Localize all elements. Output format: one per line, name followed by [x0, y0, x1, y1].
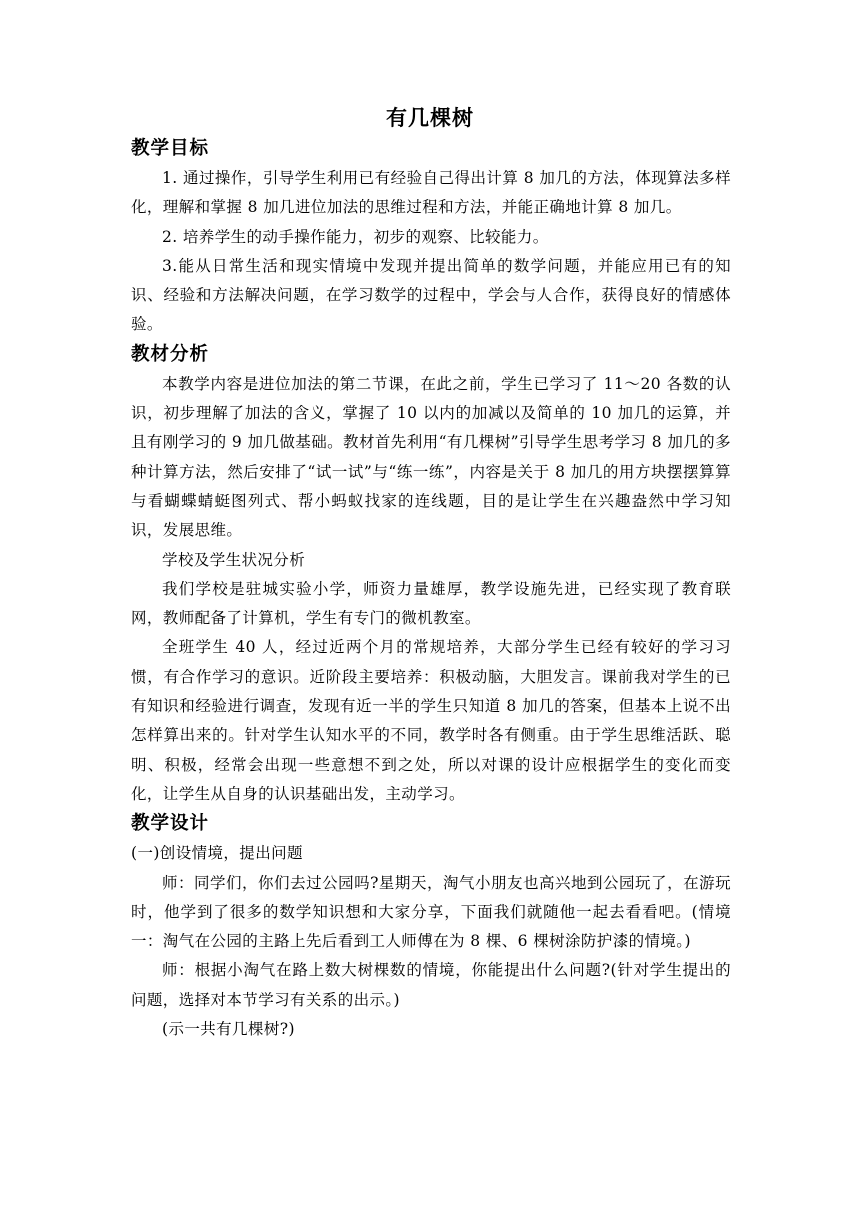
section-heading-design: 教学设计 [131, 813, 210, 835]
paragraph: 学校及学生状况分析 [162, 550, 306, 569]
paragraph: 本教学内容是进位加法的第二节课，在此之前，学生已学习了 11～20 各数的认识，初步理解了加法的含义，掌握了 10 以内的加减以及简单的 10 加几的运算，并且有刚学习的 9 加几做基础。教材首先利用“有几棵树”引导学生思考学习 8 加几的多种计算方法，然后安排了“试一试”与“练一练”，内容是关于 8 加几的用方块摆摆算算与看蝴蝶蜻蜓图列式、帮小蚂蚁找家的连线题，目的是让学生在兴趣盎然中学习知识，发展思维。 [131, 374, 731, 540]
subsection-heading: (一)创设情境，提出问题 [131, 844, 303, 863]
paragraph: 1. 通过操作，引导学生利用已有经验自己得出计算 8 加几的方法，体现算法多样化，理解和掌握 8 加几进位加法的思维过程和方法，并能正确地计算 8 加几。 [131, 169, 731, 217]
paragraph: 师：根据小淘气在路上数大树棵数的情境，你能提出什么问题?(针对学生提出的问题，选择对本节学习有关系的出示。) [131, 961, 731, 1009]
section-heading-objectives: 教学目标 [131, 138, 210, 159]
paragraph: 2. 培养学生的动手操作能力，初步的观察、比较能力。 [162, 227, 549, 246]
paragraph: (示一共有几棵树?) [162, 1020, 295, 1039]
paragraph: 3.能从日常生活和现实情境中发现并提出简单的数学问题，并能应用已有的知识、经验和方法解决问题，在学习数学的过程中，学会与人合作，获得良好的情感体验。 [131, 256, 731, 334]
document-body [131, 134, 731, 1044]
paragraph: 全班学生 40 人，经过近两个月的常规培养，大部分学生已经有较好的学习习惯，有合作学习的意识。近阶段主要培养：积极动脑，大胆发言。课前我对学生的已有知识和经验进行调查，发现有近一半的学生只知道 8 加几的答案，但基本上说不出怎样算出来的。针对学生认知水平的不同，教学时各有侧重。由于学生思维活跃、聪明、积极，经常会出现一些意想不到之处，所以对课的设计应根据学生的变化而变化，让学生从自身的认识基础出发，主动学习。 [131, 638, 731, 803]
section-heading-analysis: 教材分析 [131, 343, 210, 365]
paragraph: 我们学校是驻城实验小学，师资力量雄厚，教学设施先进，已经实现了教育联网，教师配备了计算机，学生有专门的微机教室。 [131, 579, 731, 628]
paragraph: 师：同学们，你们去过公园吗?星期天，淘气小朋友也高兴地到公园玩了，在游玩时，他学到了很多的数学知识想和大家分享，下面我们就随他一起去看看吧。(情境一：淘气在公园的主路上先后看到工人师傅在为 8 棵、6 棵树涂防护漆的情境。) [131, 873, 731, 951]
document-title: 有几棵树 [386, 106, 474, 130]
